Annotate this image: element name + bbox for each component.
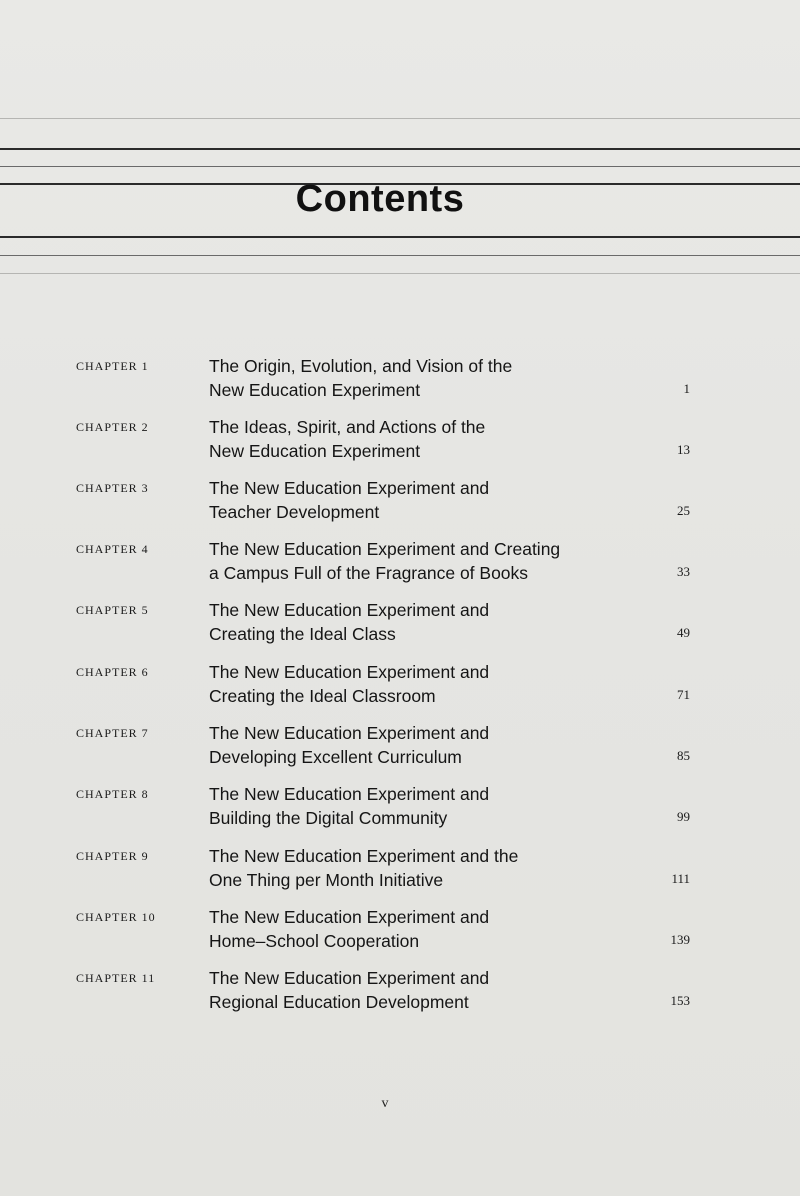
chapter-title [209, 354, 629, 402]
chapter-title-line: Regional Education Development [209, 992, 469, 1012]
toc-entry[interactable] [0, 660, 800, 712]
chapter-title-line: The Origin, Evolution, and Vision of the [209, 356, 513, 376]
toc-entry[interactable] [0, 782, 800, 834]
chapter-title [209, 844, 629, 892]
chapter-label: CHAPTER 5 [76, 603, 149, 617]
page-number: 153 [670, 993, 690, 1008]
toc-entry[interactable] [0, 537, 800, 589]
chapter-title [209, 660, 629, 708]
chapter-label: CHAPTER 11 [76, 971, 156, 985]
toc-entry[interactable] [0, 966, 800, 1018]
toc-entry[interactable] [0, 598, 800, 650]
page-number: 25 [677, 503, 690, 518]
chapter-title [209, 721, 629, 769]
chapter-title-line: Creating the Ideal Classroom [209, 686, 436, 706]
chapter-title-line: The New Education Experiment and [209, 784, 490, 804]
chapter-title [209, 537, 629, 585]
chapter-title-line: The New Education Experiment and [209, 968, 490, 988]
page-number: 71 [677, 687, 690, 702]
page-title: Contents [295, 178, 465, 220]
toc-entry[interactable] [0, 721, 800, 773]
chapter-title-line: The New Education Experiment and [209, 478, 490, 498]
chapter-label: CHAPTER 1 [76, 359, 149, 373]
page-folio: v [381, 1096, 389, 1111]
chapter-label: CHAPTER 2 [76, 420, 149, 434]
chapter-title-line: Creating the Ideal Class [209, 624, 396, 644]
toc-entry[interactable] [0, 415, 800, 467]
page-number: 139 [670, 932, 690, 947]
chapter-title-line: The New Education Experiment and [209, 907, 490, 927]
chapter-title [209, 782, 629, 830]
chapter-title-line: Teacher Development [209, 502, 380, 522]
chapter-label: CHAPTER 7 [76, 726, 149, 740]
chapter-title-line: The New Education Experiment and Creating [209, 539, 561, 559]
chapter-label: CHAPTER 6 [76, 665, 149, 679]
toc-entry[interactable] [0, 844, 800, 896]
chapter-title [209, 598, 629, 646]
toc-entry[interactable] [0, 476, 800, 528]
chapter-title-line: The New Education Experiment and the [209, 846, 519, 866]
page-number: 85 [677, 748, 690, 763]
chapter-title-line: The Ideas, Spirit, and Actions of the [209, 417, 486, 437]
chapter-label: CHAPTER 8 [76, 787, 149, 801]
chapter-title-line: The New Education Experiment and [209, 723, 490, 743]
chapter-label: CHAPTER 3 [76, 481, 149, 495]
chapter-title-line: The New Education Experiment and [209, 600, 490, 620]
chapter-label: CHAPTER 4 [76, 542, 149, 556]
chapter-title-line: a Campus Full of the Fragrance of Books [209, 563, 529, 583]
chapter-title-line: New Education Experiment [209, 441, 421, 461]
chapter-title [209, 966, 629, 1014]
chapter-title-line: Building the Digital Community [209, 808, 448, 828]
chapter-label: CHAPTER 9 [76, 849, 149, 863]
page-number: 49 [677, 625, 690, 640]
toc-entry[interactable] [0, 354, 800, 406]
page-number: 99 [677, 809, 690, 824]
page-number: 13 [677, 442, 690, 457]
chapter-title [209, 415, 629, 463]
chapter-title-line: Home–School Cooperation [209, 931, 420, 951]
chapter-title [209, 905, 629, 953]
toc-entry[interactable] [0, 905, 800, 957]
page-number: 111 [671, 871, 690, 886]
page-number: 1 [683, 381, 690, 396]
chapter-title-line: One Thing per Month Initiative [209, 870, 444, 890]
page-number: 33 [677, 564, 690, 579]
chapter-label: CHAPTER 10 [76, 910, 156, 924]
chapter-title-line: The New Education Experiment and [209, 662, 490, 682]
chapter-title-line: New Education Experiment [209, 380, 421, 400]
chapter-title-line: Developing Excellent Curriculum [209, 747, 462, 767]
chapter-title [209, 476, 629, 524]
